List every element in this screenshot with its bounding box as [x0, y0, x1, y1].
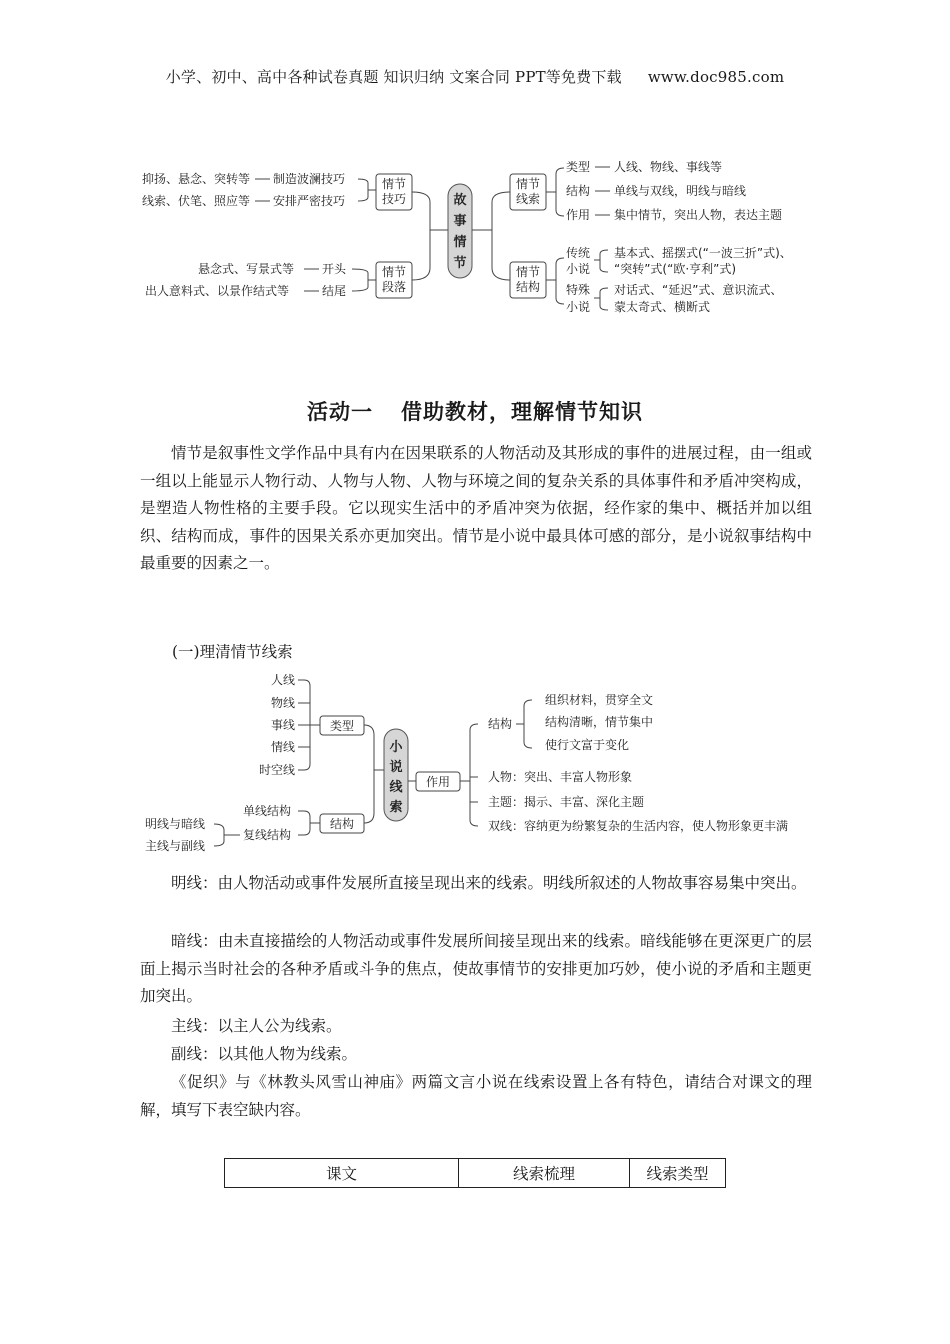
mm1-box-label: 情节 [381, 177, 407, 191]
mm1-left-item: 开头 [322, 262, 347, 276]
mm1-sub-line: 对话式、“延迟”式、意识流式、 [614, 283, 783, 297]
section-heading: (一)理清情节线索 [172, 643, 293, 661]
mm2-func-struct-item: 结构清晰，情节集中 [545, 715, 654, 729]
mm1-right-key: 作用 [566, 208, 591, 222]
mm1-sub-name: 小说 [566, 262, 591, 276]
table-header-cell: 课文 [225, 1159, 459, 1188]
mm1-sub-line: 基本式、摇摆式(“一波三折”式)、 [614, 246, 792, 260]
mm1-center-char: 故 [453, 193, 467, 208]
mm2-type-item: 情线 [270, 740, 295, 754]
mm1-box-label: 线索 [515, 192, 541, 206]
clue-mindmap [0, 665, 950, 865]
mm1-box-label: 技巧 [381, 192, 407, 206]
mm2-box-label: 结构 [329, 817, 355, 831]
activity-title-part2: 借助教材，理解情节知识 [401, 400, 643, 424]
mm1-box-label: 结构 [515, 280, 541, 294]
definition-paragraph: 暗线：由未直接描绘的人物活动或事件发展所间接呈现出来的线索。暗线能够在更深更广的层面上揭示当时社会的各种矛盾或斗争的焦点，使故事情节的安排更加巧妙，使小说的矛盾和主题更加突出。 [140, 932, 812, 1005]
header-tagline: 小学、初中、高中各种试卷真题 知识归纳 文案合同 PPT等免费下载 [165, 68, 622, 86]
mm1-left-item: 安排严密技巧 [273, 194, 346, 208]
mm2-center-char: 说 [389, 760, 403, 775]
mm2-center-char: 索 [389, 800, 403, 815]
mm1-left-item: 线索、伏笔、照应等 [142, 194, 251, 208]
mm1-box-label: 情节 [515, 265, 541, 279]
definition-paragraph: 副线：以其他人物为线索。 [171, 1045, 358, 1063]
mm1-box-label: 段落 [381, 280, 407, 294]
definition-paragraph: 主线：以主人公为线索。 [171, 1017, 342, 1035]
clue-table [224, 1158, 726, 1188]
table-header-row [225, 1159, 726, 1188]
header-site: www.doc985.com [647, 68, 785, 86]
activity-title-part1: 活动一 [307, 400, 373, 424]
mm2-struct-item: 复线结构 [243, 828, 292, 842]
mm2-struct-item: 单线结构 [243, 804, 292, 818]
mm1-right-item: 人线、物线、事线等 [614, 160, 723, 174]
mm2-func-item: 双线：容纳更为纷繁复杂的生活内容，使人物形象更丰满 [488, 819, 789, 833]
mm2-type-item: 时空线 [258, 763, 295, 777]
mm2-type-item: 人线 [270, 673, 295, 687]
mm1-center-char: 情 [453, 235, 467, 250]
table-header-cell: 线索梳理 [459, 1159, 630, 1188]
mm1-sub-name: 小说 [566, 300, 591, 314]
task-paragraph: 《促织》与《林教头风雪山神庙》两篇文言小说在线索设置上各有特色，请结合对课文的理解，填写下表空缺内容。 [140, 1073, 812, 1119]
mm1-right-item: 集中情节，突出人物，表达主题 [614, 208, 783, 222]
intro-paragraph: 情节是叙事性文学作品中具有内在因果联系的人物活动及其形成的事件的进展过程，由一组或一组以上能显示人物行动、人物与人物、人物与环境之间的复杂关系的具体事件和矛盾冲突构成，是塑造人物性格的主要手段。它以现实生活中的矛盾冲突为依据，经作家的集中、概括并加以组织、结构而成，事件的因果关系亦更加突出。情节是小说中最具体可感的部分，是小说叙事结构中最重要的因素之一。 [140, 444, 812, 572]
mm2-func-item: 主题：揭示、丰富、深化主题 [488, 795, 645, 809]
activity-title [0, 396, 950, 426]
mm1-center-char: 节 [453, 256, 467, 271]
mm1-box-label: 情节 [515, 177, 541, 191]
mm1-sub-line: 蒙太奇式、横断式 [614, 300, 711, 314]
mm2-struct-sub: 主线与副线 [145, 839, 206, 853]
mm2-type-item: 物线 [270, 696, 295, 710]
mm1-left-item: 悬念式、写景式等 [198, 262, 295, 276]
mm1-left-item: 抑扬、悬念、突转等 [142, 172, 251, 186]
table-header-cell: 线索类型 [630, 1159, 726, 1188]
mm1-left-item: 制造波澜技巧 [273, 172, 346, 186]
mm2-func-struct-item: 使行文富于变化 [545, 738, 630, 752]
mm1-sub-name: 特殊 [566, 283, 591, 297]
definition-paragraph: 明线：由人物活动或事件发展所直接呈现出来的线索。明线所叙述的人物故事容易集中突出。 [171, 874, 807, 892]
mm1-left-item: 结尾 [322, 284, 347, 298]
mm2-func-struct-item: 组织材料，贯穿全文 [545, 693, 654, 707]
page-header [0, 66, 950, 87]
mm2-type-item: 事线 [270, 718, 295, 732]
mm1-right-key: 类型 [566, 160, 591, 174]
mm2-center-char: 小 [389, 740, 403, 755]
mm1-right-item: 单线与双线，明线与暗线 [614, 184, 747, 198]
mm1-box-label: 情节 [381, 265, 407, 279]
mm2-func-struct-label: 结构 [488, 717, 513, 731]
mm1-right-key: 结构 [566, 184, 591, 198]
mm1-sub-name: 传统 [566, 246, 591, 260]
mm2-struct-sub: 明线与暗线 [145, 817, 206, 831]
mm1-left-item: 出人意料式、以景作结式等 [145, 284, 290, 298]
mm1-center-char: 事 [453, 214, 467, 229]
mm2-box-label: 类型 [329, 719, 355, 733]
mm2-func-item: 人物：突出、丰富人物形象 [488, 770, 633, 784]
mm2-center-char: 线 [389, 780, 403, 795]
mm1-sub-line: “突转”式(“欧·亨利”式) [614, 262, 737, 276]
plot-mindmap [0, 150, 950, 325]
mm2-box-label: 作用 [425, 775, 451, 789]
